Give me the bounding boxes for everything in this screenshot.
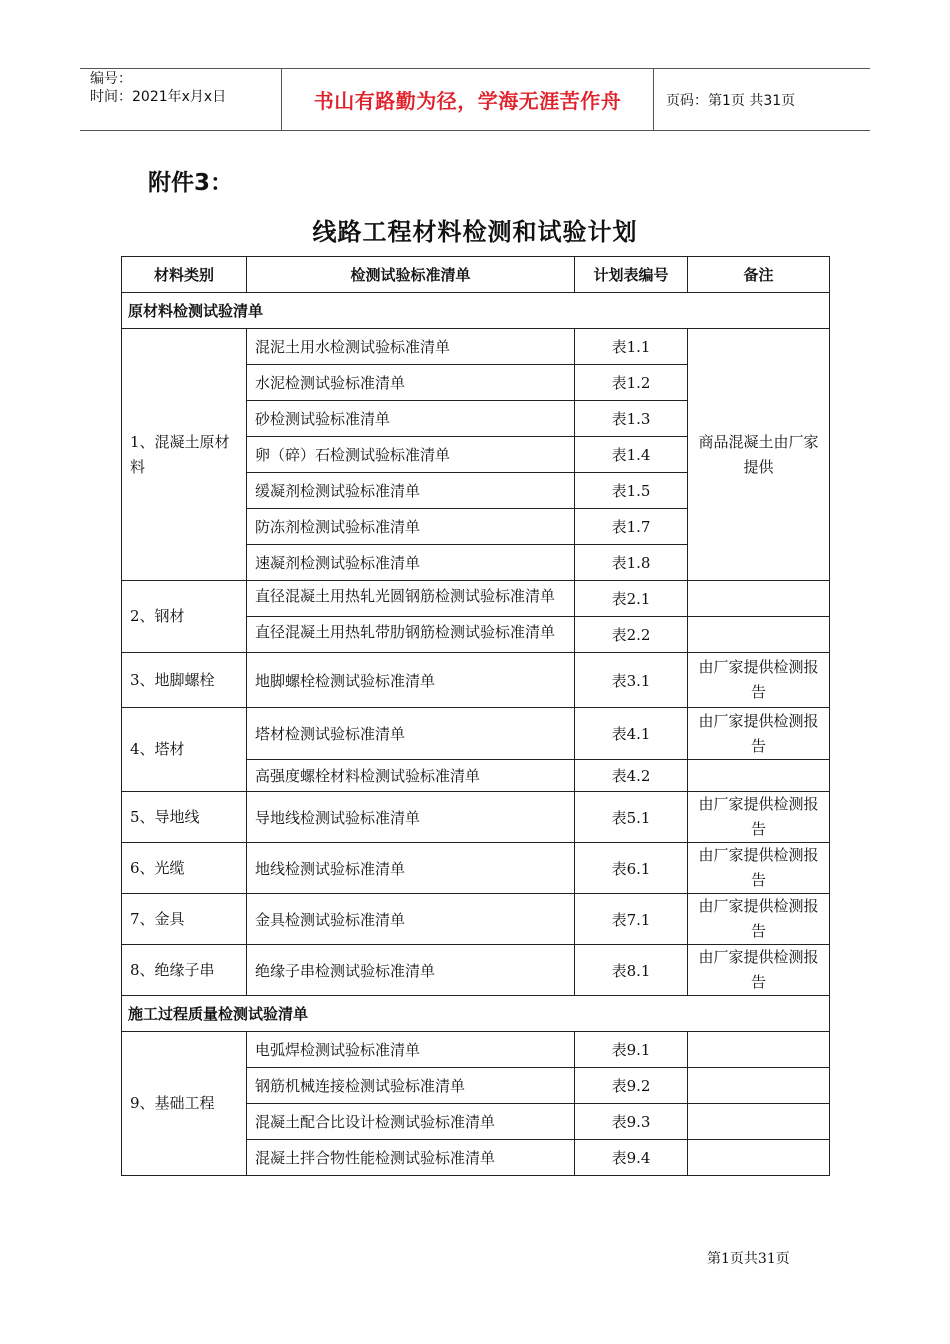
standard-cell: 电弧焊检测试验标准清单 [247,1032,575,1068]
table-row [122,894,830,945]
plan-number-cell: 表9.2 [575,1068,688,1104]
plan-number-cell: 表2.1 [575,581,688,617]
remarks-cell: 商品混凝土由厂家提供 [688,329,830,581]
standard-cell [247,581,575,617]
table-row [122,329,830,365]
header-meta [80,69,281,130]
standard-cell: 导地线检测试验标准清单 [247,792,575,843]
remarks-cell: 由厂家提供检测报告 [688,945,830,996]
category-cell: 1、混凝土原材料 [122,329,247,581]
remarks-cell: 由厂家提供检测报告 [688,894,830,945]
remarks-cell [688,1140,830,1176]
standard-cell [247,617,575,653]
plan-number-cell: 表1.1 [575,329,688,365]
remarks-cell [688,1104,830,1140]
plan-number-cell: 表3.1 [575,653,688,708]
standard-text: 直径混凝土用热轧带肋钢筋检测试验标准清单 [255,623,556,641]
remarks-cell: 由厂家提供检测报告 [688,708,830,760]
plan-table [121,256,830,1176]
remarks-cell [688,760,830,792]
section-title: 原材料检测试验清单 [122,293,830,329]
time-label: 时间：2021年x月x日 [90,89,227,105]
standard-cell: 防冻剂检测试验标准清单 [247,509,575,545]
standard-cell: 混泥土用水检测试验标准清单 [247,329,575,365]
standard-cell: 钢筋机械连接检测试验标准清单 [247,1068,575,1104]
standard-cell: 地脚螺栓检测试验标准清单 [247,653,575,708]
standard-cell: 速凝剂检测试验标准清单 [247,545,575,581]
category-cell: 4、塔材 [122,708,247,792]
remarks-cell [688,1032,830,1068]
plan-number-cell: 表2.2 [575,617,688,653]
table-row [122,581,830,617]
table-header-row [122,257,830,293]
table-row [122,843,830,894]
plan-number-cell: 表4.1 [575,708,688,760]
remarks-cell: 由厂家提供检测报告 [688,843,830,894]
remarks-cell: 由厂家提供检测报告 [688,792,830,843]
standard-cell: 绝缘子串检测试验标准清单 [247,945,575,996]
standard-cell: 砂检测试验标准清单 [247,401,575,437]
section-title: 施工过程质量检测试验清单 [122,996,830,1032]
standard-cell: 金具检测试验标准清单 [247,894,575,945]
section-row [122,996,830,1032]
standard-text: 直径混凝土用热轧光圆钢筋检测试验标准清单 [255,587,556,605]
category-cell: 6、光缆 [122,843,247,894]
standard-cell: 卵（碎）石检测试验标准清单 [247,437,575,473]
plan-number-cell: 表9.1 [575,1032,688,1068]
standard-cell: 高强度螺栓材料检测试验标准清单 [247,760,575,792]
remarks-cell [688,581,830,617]
plan-number-cell: 表9.4 [575,1140,688,1176]
plan-number-cell: 表5.1 [575,792,688,843]
remarks-cell: 由厂家提供检测报告 [688,653,830,708]
standard-cell: 缓凝剂检测试验标准清单 [247,473,575,509]
standard-cell: 混凝土配合比设计检测试验标准清单 [247,1104,575,1140]
plan-number-cell: 表1.7 [575,509,688,545]
header-page-info: 页码：第1页 共31页 [666,92,796,109]
page-footer: 第1页共31页 [707,1251,790,1267]
standard-cell: 地线检测试验标准清单 [247,843,575,894]
category-cell: 2、钢材 [122,581,247,653]
category-cell: 7、金具 [122,894,247,945]
category-cell: 8、绝缘子串 [122,945,247,996]
remarks-cell [688,1068,830,1104]
plan-number-cell: 表4.2 [575,760,688,792]
standard-cell: 塔材检测试验标准清单 [247,708,575,760]
table-row [122,792,830,843]
table-row [122,653,830,708]
header-material-category: 材料类别 [122,257,247,293]
plan-number-cell: 表8.1 [575,945,688,996]
page-header [80,68,870,131]
plan-number-cell: 表1.8 [575,545,688,581]
standard-cell: 混凝土拌合物性能检测试验标准清单 [247,1140,575,1176]
table-row [122,945,830,996]
plan-number-cell: 表1.2 [575,365,688,401]
plan-number-cell: 表1.5 [575,473,688,509]
header-plan-number: 计划表编号 [575,257,688,293]
table-row [122,708,830,760]
plan-number-cell: 表1.4 [575,437,688,473]
plan-number-cell: 表1.3 [575,401,688,437]
remarks-cell [688,617,830,653]
header-motto: 书山有路勤为径，学海无涯苦作舟 [281,69,654,130]
header-standard-list: 检测试验标准清单 [247,257,575,293]
document-title: 线路工程材料检测和试验计划 [312,217,638,246]
number-label: 编号： [90,71,132,87]
plan-number-cell: 表7.1 [575,894,688,945]
standard-cell: 水泥检测试验标准清单 [247,365,575,401]
attachment-label: 附件3： [148,170,234,196]
plan-number-cell: 表6.1 [575,843,688,894]
section-row [122,293,830,329]
plan-number-cell: 表9.3 [575,1104,688,1140]
category-cell: 5、导地线 [122,792,247,843]
category-cell: 3、地脚螺栓 [122,653,247,708]
category-cell: 9、基础工程 [122,1032,247,1176]
table-row [122,1032,830,1068]
header-remarks: 备注 [688,257,830,293]
